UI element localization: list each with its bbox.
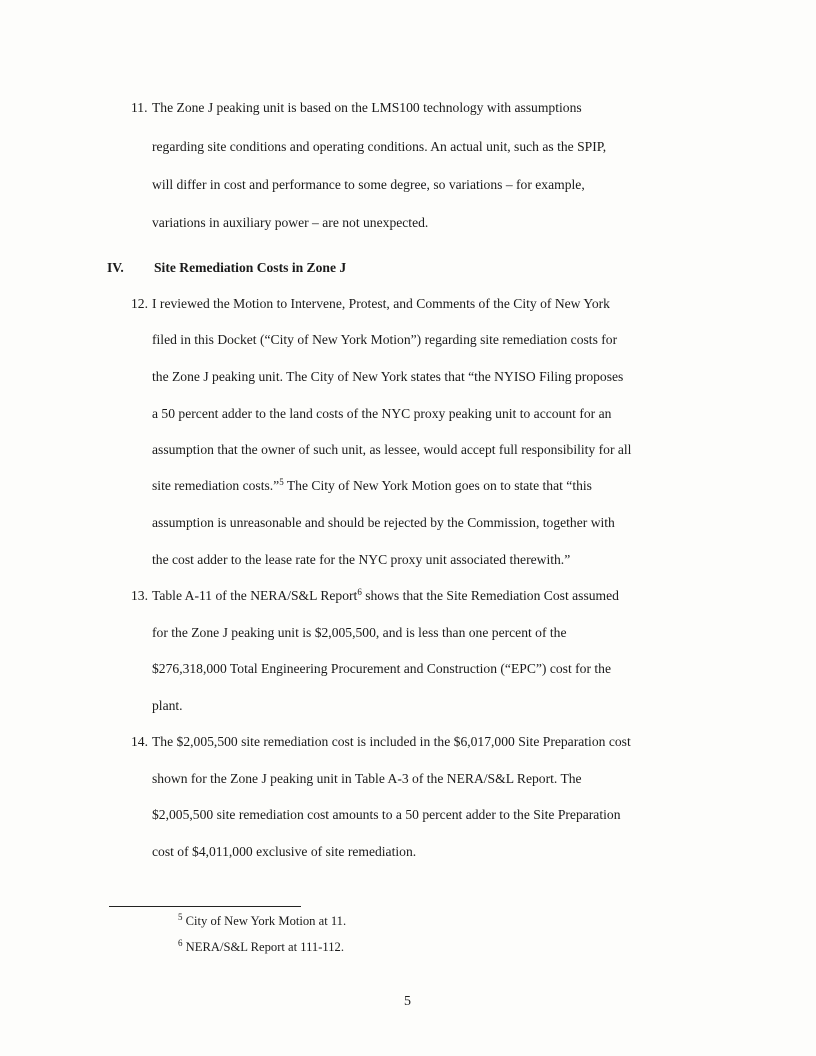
paragraph-12-line-5: assumption that the owner of such unit, as lessee, would accept full responsibility for all	[152, 442, 632, 457]
paragraph-14-line-4: cost of $4,011,000 exclusive of site remediation.	[152, 844, 417, 859]
footnote-5-mark: 5	[178, 912, 183, 922]
paragraph-14-line-3: $2,005,500 site remediation cost amounts to a 50 percent adder to the Site Preparation	[152, 807, 621, 822]
paragraph-12-number: 12.	[131, 296, 148, 311]
paragraph-12-line-6	[152, 477, 592, 495]
paragraph-11-line-2: regarding site conditions and operating conditions. An actual unit, such as the SPIP,	[152, 139, 607, 154]
paragraph-13-line-2: for the Zone J peaking unit is $2,005,500, and is less than one percent of the	[152, 625, 567, 640]
footnote-ref-5: 5	[279, 477, 284, 487]
paragraph-13-number: 13.	[131, 588, 148, 603]
paragraph-13-line-1-text: Table A-11 of the NERA/S&L Report	[152, 588, 358, 603]
paragraph-13-line-4: plant.	[152, 698, 183, 713]
footnote-6-mark: 6	[178, 938, 183, 948]
paragraph-13-line-3: $276,318,000 Total Engineering Procurement and Construction (“EPC”) cost for the	[152, 661, 612, 676]
paragraph-14-line-2: shown for the Zone J peaking unit in Table A-3 of the NERA/S&L Report. The	[152, 771, 582, 786]
paragraph-12-line-1: I reviewed the Motion to Intervene, Protest, and Comments of the City of New York	[152, 296, 610, 311]
paragraph-13-line-1	[152, 587, 619, 605]
footnote-5-text: City of New York Motion at 11.	[185, 914, 347, 928]
paragraph-12-line-2: filed in this Docket (“City of New York Motion”) regarding site remediation costs for	[152, 332, 618, 347]
paragraph-12-line-7: assumption is unreasonable and should be rejected by the Commission, together with	[152, 515, 615, 530]
paragraph-14-number: 14.	[131, 734, 148, 749]
paragraph-11-number: 11.	[131, 100, 148, 115]
footnote-ref-6: 6	[357, 587, 362, 597]
paragraph-13-line-1-tail: shows that the Site Remediation Cost assumed	[361, 588, 619, 603]
paragraph-12-line-6-tail: The City of New York Motion goes on to state that “this	[283, 478, 592, 493]
paragraph-12-line-3: the Zone J peaking unit. The City of New York states that “the NYISO Filing proposes	[152, 369, 624, 384]
paragraph-12-line-8: the cost adder to the lease rate for the NYC proxy unit associated therewith.”	[152, 552, 571, 567]
paragraph-11-line-1: The Zone J peaking unit is based on the LMS100 technology with assumptions	[152, 100, 582, 115]
section-number: IV.	[107, 260, 124, 275]
paragraph-12-line-4: a 50 percent adder to the land costs of the NYC proxy peaking unit to account for an	[152, 406, 612, 421]
paragraph-11-line-4: variations in auxiliary power – are not unexpected.	[152, 215, 429, 230]
paragraph-14-line-1: The $2,005,500 site remediation cost is included in the $6,017,000 Site Preparation cost	[152, 734, 631, 749]
page-number: 5	[404, 994, 411, 1009]
paragraph-11-line-3: will differ in cost and performance to some degree, so variations – for example,	[152, 177, 585, 192]
section-title: Site Remediation Costs in Zone J	[154, 260, 347, 275]
footnote-6	[178, 939, 344, 955]
footnote-6-text: NERA/S&L Report at 111-112.	[185, 940, 344, 954]
paragraph-12-line-6-text: site remediation costs.”	[152, 478, 280, 493]
footnote-separator	[109, 906, 301, 907]
footnote-5	[178, 913, 346, 929]
